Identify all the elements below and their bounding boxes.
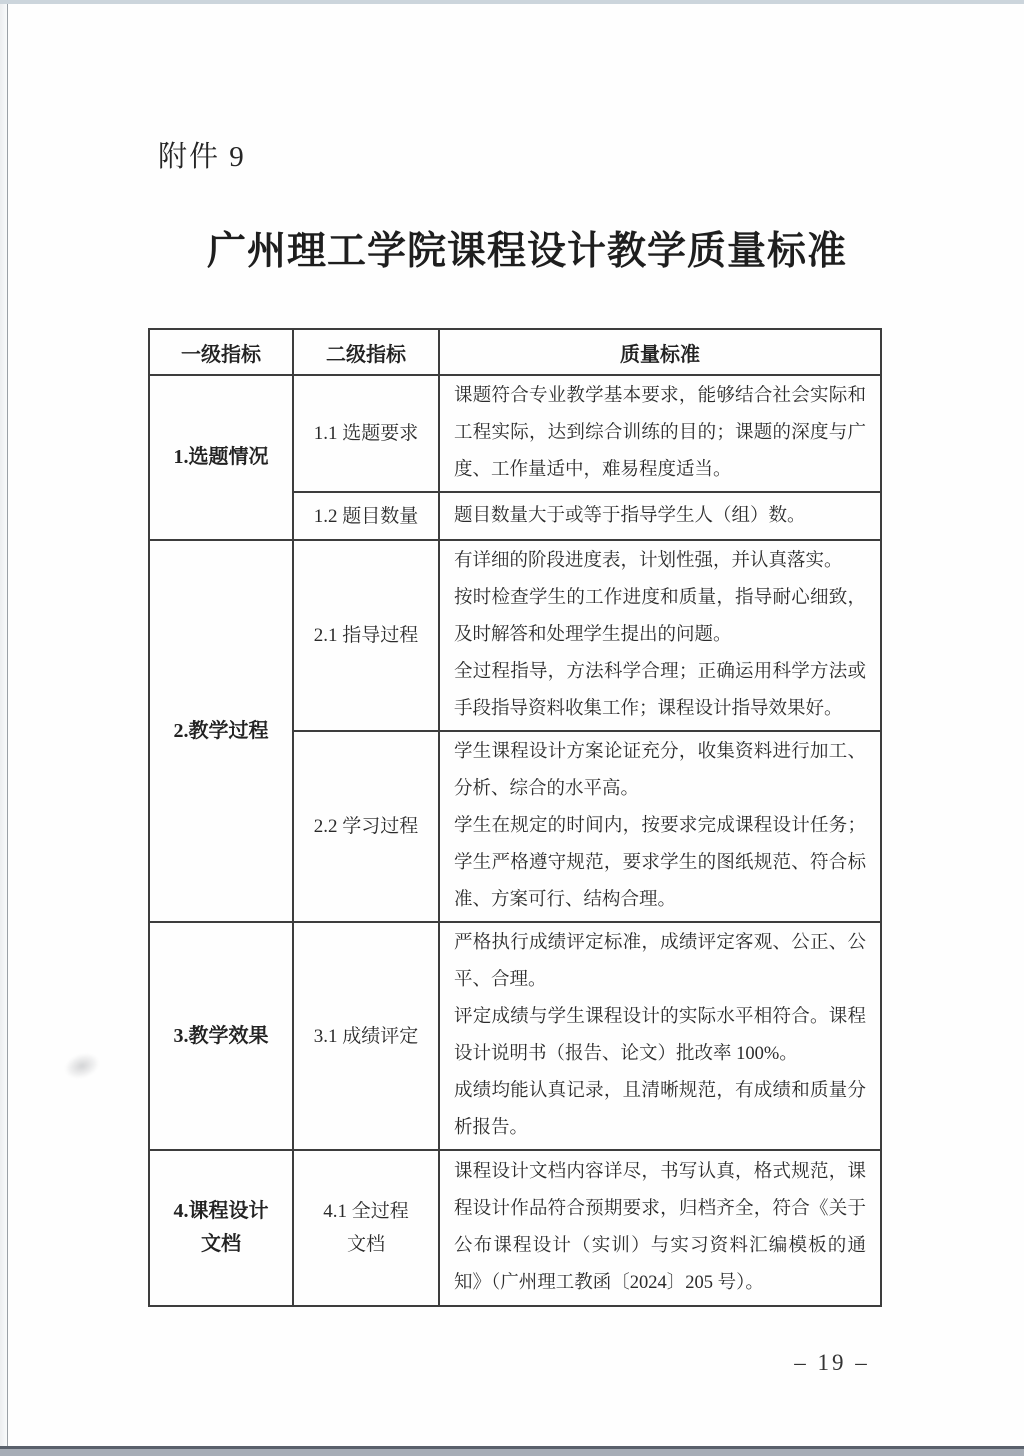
- level2-label: 1.2 题目数量: [313, 505, 419, 527]
- level1-label: 3.教学效果: [173, 1024, 269, 1047]
- attachment-label: 附件 9: [158, 141, 246, 173]
- standard-paragraph: 全过程指导，方法科学合理；正确运用科学方法或手段指导资料收集工作；课程设计指导效果好。: [454, 662, 866, 719]
- level2-label: 2.2 学习过程: [313, 816, 419, 837]
- standard-paragraph: 题目数量大于或等于指导学生人（组）数。: [454, 505, 806, 526]
- level2-cell: [293, 731, 439, 922]
- level2-cell: [293, 540, 439, 731]
- standard-cell: [439, 1150, 881, 1306]
- table-header-row: [149, 329, 881, 375]
- level1-cell: [149, 375, 293, 540]
- standard-cell: [439, 922, 881, 1150]
- header-level1-indicator: 一级指标: [149, 329, 293, 375]
- standard-cell: [439, 731, 881, 922]
- standard-cell: [439, 375, 881, 492]
- table-row: [149, 375, 881, 492]
- level2-label: 1.1 选题要求: [313, 423, 419, 444]
- standard-paragraph: 学生在规定的时间内，按要求完成课程设计任务；学生严格遵守规范，要求学生的图纸规范、符合标准、方案可行、结构合理。: [454, 816, 866, 910]
- level2-cell: [293, 1150, 439, 1306]
- level2-cell: [293, 922, 439, 1150]
- scan-artifact: [61, 1049, 103, 1083]
- standard-cell: [439, 540, 881, 731]
- table-row: [149, 922, 881, 1150]
- header-quality-standard: 质量标准: [439, 329, 881, 375]
- standard-paragraph: 按时检查学生的工作进度和质量，指导耐心细致，及时解答和处理学生提出的问题。: [454, 588, 866, 645]
- scan-edge-left: [0, 4, 8, 1446]
- standard-paragraph: 课程设计文档内容详尽，书写认真，格式规范，课程设计作品符合预期要求，归档齐全，符合《关于公布课程设计（实训）与实习资料汇编模板的通知》（广州理工教函〔2024〕205 号）。: [454, 1162, 866, 1293]
- level2-label: 3.1 成绩评定: [313, 1025, 419, 1047]
- level1-label: 4.课程设计: [173, 1200, 269, 1222]
- level1-label: 2.教学过程: [173, 719, 269, 742]
- standard-paragraph: 成绩均能认真记录，且清晰规范，有成绩和质量分析报告。: [454, 1081, 866, 1138]
- level2-cell: [293, 492, 439, 540]
- header-level2-indicator: 二级指标: [293, 329, 439, 375]
- quality-standard-table: [148, 328, 882, 1307]
- standard-paragraph: 评定成绩与学生课程设计的实际水平相符合。课程设计说明书（报告、论文）批改率 100%。: [454, 1007, 866, 1064]
- scan-edge-bottom: [0, 1449, 1024, 1456]
- level1-cell: [149, 540, 293, 922]
- level1-cell: [149, 1150, 293, 1306]
- scan-edge-top: [0, 0, 1024, 4]
- level2-label: 文档: [346, 1234, 385, 1255]
- level2-label: 4.1 全过程: [323, 1201, 409, 1222]
- standard-paragraph: 学生课程设计方案论证充分，收集资料进行加工、分析、综合的水平高。: [454, 742, 866, 799]
- standard-paragraph: 有详细的阶段进度表，计划性强，并认真落实。: [454, 551, 843, 571]
- table-row: [149, 540, 881, 731]
- level1-cell: [149, 922, 293, 1150]
- standard-paragraph: 课题符合专业教学基本要求，能够结合社会实际和工程实际，达到综合训练的目的；课题的深度与广度、工作量适中，难易程度适当。: [454, 386, 866, 480]
- table-row: [149, 1150, 881, 1306]
- level1-label: 文档: [201, 1233, 241, 1255]
- standard-paragraph: 严格执行成绩评定标准，成绩评定客观、公正、公平、合理。: [454, 933, 866, 990]
- level2-label: 2.1 指导过程: [313, 625, 419, 646]
- document-title: 广州理工学院课程设计教学质量标准: [206, 230, 847, 273]
- standard-cell: [439, 492, 881, 540]
- level1-label: 1.选题情况: [173, 446, 269, 468]
- page-number: – 19 –: [794, 1350, 870, 1375]
- level2-cell: [293, 375, 439, 492]
